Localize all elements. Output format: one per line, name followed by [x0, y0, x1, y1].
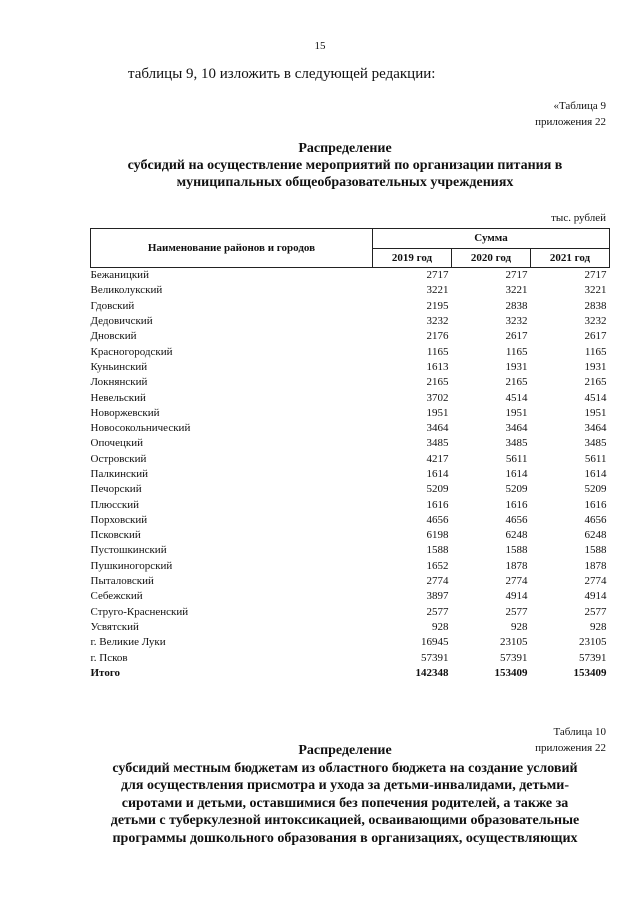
- row-name: Новосокольнический: [90, 422, 191, 435]
- value-2021: 2165: [584, 376, 607, 389]
- value-2019: 1652: [426, 559, 449, 572]
- table-row: [91, 452, 610, 467]
- value-2019: 1614: [426, 468, 449, 480]
- table-row: [91, 497, 610, 512]
- value-2020: 153409: [494, 666, 528, 679]
- row-name: Палкинский: [90, 468, 149, 480]
- table-row: [91, 390, 610, 405]
- value-2021: 4514: [584, 391, 607, 404]
- value-2020: 1878: [505, 559, 528, 572]
- table-row: [91, 559, 610, 574]
- table-row: [91, 268, 610, 284]
- row-name: Великолукский: [90, 284, 163, 297]
- table-row: [91, 329, 610, 344]
- value-2021: 57391: [579, 651, 607, 664]
- table9-title: [60, 140, 630, 191]
- value-2020: 1588: [505, 544, 528, 557]
- table9-title-line: субсидий на осуществление мероприятий по организации питания в: [127, 158, 563, 173]
- value-2021: 3485: [584, 437, 607, 450]
- table10-title-line: Распределение: [298, 743, 392, 758]
- table-row: [91, 344, 610, 359]
- row-name: Островский: [90, 452, 147, 465]
- value-2019: 1588: [426, 544, 449, 557]
- value-2020: 3485: [505, 437, 528, 450]
- value-2021: 3232: [584, 315, 607, 328]
- row-name: Итого: [90, 666, 121, 679]
- value-2019: 928: [432, 620, 449, 633]
- table-row: [91, 543, 610, 558]
- value-2019: 6198: [426, 529, 449, 542]
- value-2020: 1931: [505, 360, 528, 373]
- table-row: [91, 635, 610, 650]
- row-name: Бежаницкий: [90, 269, 149, 282]
- value-2020: 2838: [505, 299, 528, 312]
- row-name: Порховский: [90, 513, 148, 526]
- value-2020: 4656: [505, 513, 528, 526]
- value-2021: 5209: [584, 483, 607, 496]
- row-name: Дновский: [90, 330, 137, 343]
- table-row: [91, 406, 610, 421]
- value-2019: 3702: [426, 391, 449, 404]
- table-total-row: [91, 666, 610, 681]
- table10-title-line: детьми с туберкулезной интоксикацией, осваивающими образовательные: [110, 813, 580, 828]
- value-2020: 2617: [505, 330, 528, 343]
- column-header-year: 2021 год: [531, 248, 610, 268]
- row-name: Красногородский: [90, 345, 173, 358]
- table-row: [91, 589, 610, 604]
- table9-title-line: муниципальных общеобразовательных учреждениях: [176, 175, 514, 190]
- row-name: Невельский: [90, 391, 146, 404]
- units-label: тыс. рублей: [551, 212, 606, 224]
- value-2021: 4914: [584, 590, 607, 603]
- page-number: 15: [314, 40, 326, 52]
- table-row: [91, 467, 610, 482]
- table-row: [91, 421, 610, 436]
- row-name: Себежский: [90, 590, 143, 603]
- value-2021: 2774: [584, 575, 607, 588]
- value-2020: 5209: [505, 483, 528, 496]
- value-2021: 23105: [579, 636, 607, 649]
- value-2019: 3485: [426, 437, 449, 450]
- row-name: Опочецкий: [90, 437, 143, 450]
- row-name: Пушкиногорский: [90, 559, 173, 572]
- table-row: [91, 283, 610, 298]
- table-row: [91, 620, 610, 635]
- value-2020: 2717: [505, 269, 528, 282]
- value-2019: 142348: [415, 666, 449, 679]
- value-2021: 1931: [584, 360, 607, 373]
- value-2020: 1614: [505, 468, 528, 480]
- row-name: Пустошкинский: [90, 544, 167, 557]
- row-name: Куньинский: [90, 360, 148, 373]
- value-2020: 5611: [505, 452, 528, 465]
- table-row: [91, 605, 610, 620]
- value-2021: 2617: [584, 330, 607, 343]
- row-name: г. Великие Луки: [90, 636, 166, 649]
- value-2020: 6248: [505, 529, 528, 542]
- value-2019: 3232: [426, 315, 449, 328]
- value-2020: 2165: [505, 376, 528, 389]
- value-2019: 3221: [426, 284, 449, 297]
- value-2020: 2577: [505, 605, 528, 618]
- value-2019: 1613: [426, 360, 449, 373]
- value-2019: 2195: [426, 299, 449, 312]
- value-2020: 1165: [505, 345, 528, 358]
- value-2020: 3464: [505, 422, 528, 435]
- value-2019: 2717: [426, 269, 449, 282]
- table-row: [91, 360, 610, 375]
- value-2021: 2717: [584, 269, 607, 282]
- table9-ref-line: приложения 22: [535, 116, 606, 128]
- value-2021: 5611: [584, 452, 607, 465]
- value-2019: 16945: [421, 636, 449, 649]
- value-2021: 4656: [584, 513, 607, 526]
- value-2021: 3464: [584, 422, 607, 435]
- row-name: Усвятский: [90, 620, 139, 633]
- table-row: [91, 482, 610, 497]
- table10-title-line: программы дошкольного образования в организациях, осуществляющих: [112, 830, 578, 846]
- value-2021: 1616: [584, 498, 607, 511]
- value-2021: 1165: [584, 345, 607, 358]
- table10-ref-line: Таблица 10: [553, 726, 606, 738]
- value-2021: 153409: [573, 666, 607, 679]
- value-2021: 2838: [584, 299, 607, 312]
- table-row: [91, 513, 610, 528]
- value-2020: 2774: [505, 575, 528, 588]
- table10-title: [60, 742, 630, 847]
- value-2019: 2165: [426, 376, 449, 389]
- value-2020: 4514: [505, 391, 528, 404]
- value-2019: 1616: [426, 498, 449, 511]
- table9-title-line: Распределение: [298, 141, 392, 156]
- row-name: Псковский: [90, 529, 141, 542]
- value-2021: 1878: [584, 559, 607, 572]
- row-name: Пыталовский: [90, 575, 154, 588]
- table-row: [91, 314, 610, 329]
- row-name: Дедовичский: [90, 315, 153, 328]
- value-2021: 1588: [584, 544, 607, 557]
- column-header-name: Наименование районов и городов: [91, 229, 373, 268]
- value-2019: 3897: [426, 590, 449, 603]
- row-name: Гдовский: [90, 299, 135, 312]
- value-2019: 2577: [426, 605, 449, 618]
- value-2019: 3464: [426, 422, 449, 435]
- value-2019: 1951: [426, 406, 449, 419]
- table10-title-line: сиротами и детьми, оставшимися без попечения родителей, а также за: [121, 795, 569, 811]
- value-2020: 1616: [505, 498, 528, 511]
- value-2020: 57391: [500, 651, 528, 664]
- value-2021: 928: [590, 620, 607, 633]
- subsidy-table-9: [90, 228, 610, 681]
- table10-title-line: для осуществления присмотра и ухода за детьми-инвалидами, детьми-: [120, 778, 570, 793]
- value-2021: 6248: [584, 529, 607, 542]
- value-2020: 928: [511, 620, 528, 633]
- value-2019: 2176: [426, 330, 449, 343]
- table-row: [91, 436, 610, 451]
- value-2020: 23105: [500, 636, 528, 649]
- value-2019: 5209: [426, 483, 449, 496]
- value-2020: 4914: [505, 590, 528, 603]
- intro-text: таблицы 9, 10 изложить в следующей редакции:: [128, 66, 436, 82]
- row-name: г. Псков: [90, 651, 128, 664]
- table-row: [91, 650, 610, 665]
- value-2019: 4656: [426, 513, 449, 526]
- table-row: [91, 574, 610, 589]
- value-2021: 2577: [584, 605, 607, 618]
- table-row: [91, 299, 610, 314]
- row-name: Плюсский: [90, 498, 140, 511]
- value-2021: 1951: [584, 406, 607, 419]
- row-name: Печорский: [90, 483, 142, 496]
- table10-ref-line: приложения 22: [535, 742, 606, 754]
- table9-ref-line: «Таблица 9: [553, 100, 606, 112]
- value-2019: 57391: [421, 651, 449, 664]
- column-header-year: 2019 год: [373, 248, 452, 268]
- value-2020: 3232: [505, 315, 528, 328]
- value-2020: 1951: [505, 406, 528, 419]
- value-2020: 3221: [505, 284, 528, 297]
- row-name: Струго-Красненский: [90, 605, 189, 618]
- table-row: [91, 375, 610, 390]
- value-2019: 4217: [426, 452, 449, 465]
- column-header-year: 2020 год: [452, 248, 531, 268]
- row-name: Локнянский: [90, 376, 148, 389]
- value-2019: 1165: [426, 345, 449, 358]
- value-2021: 3221: [584, 284, 607, 297]
- value-2021: 1614: [584, 468, 607, 480]
- row-name: Новоржевский: [90, 406, 160, 419]
- column-header-sum: Сумма: [373, 229, 610, 249]
- table10-title-line: субсидий местным бюджетам из областного бюджета на создание условий: [112, 760, 578, 776]
- table9-reference: [535, 98, 606, 130]
- table-row: [91, 528, 610, 543]
- value-2019: 2774: [426, 575, 449, 588]
